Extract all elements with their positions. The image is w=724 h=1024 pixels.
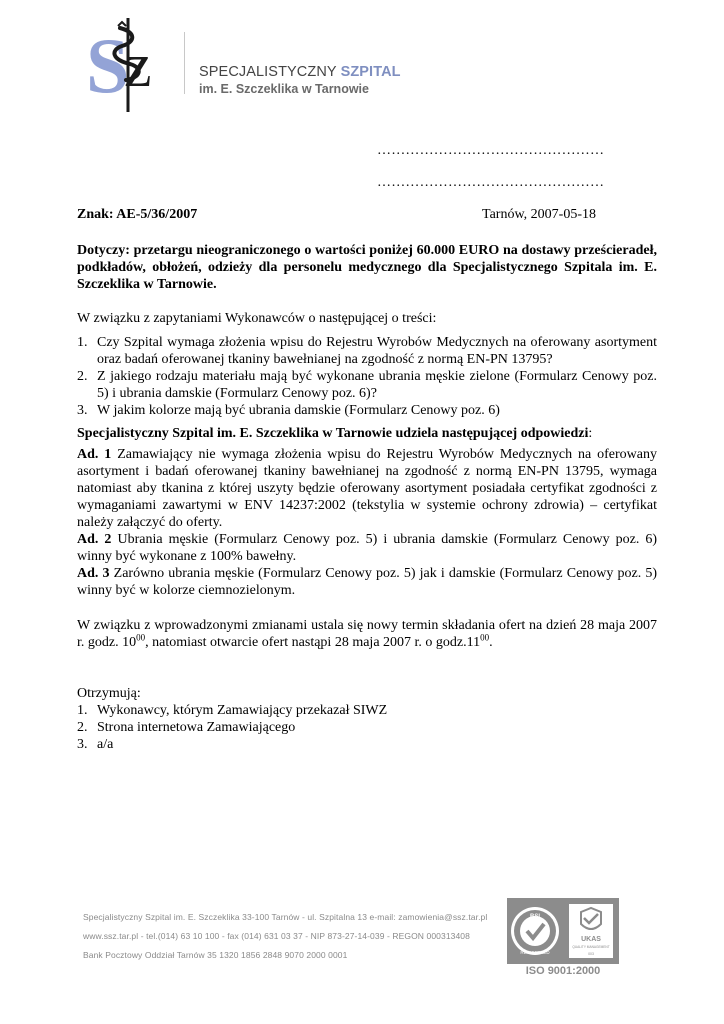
footer-line-2: www.ssz.tar.pl - tel.(014) 63 10 100 - fax (014) 631 03 37 - NIP 873-27-14-039 - REGON 000313408 [83, 931, 470, 941]
answer-heading: Specjalistyczny Szpital im. E. Szczeklika w Tarnowie udziela następującej odpowiedzi: [77, 426, 593, 441]
footer-line-1: Specjalistyczny Szpital im. E. Szczeklika 33-100 Tarnów - ul. Szpitalna 13 e-mail: zamowienia@ssz.tar.pl [83, 912, 488, 922]
questions-list [77, 334, 657, 419]
deadline-paragraph: W związku z wprowadzonymi zmianami ustala się nowy termin składania ofert na dzień 28 maja 2007 r. godz. $10^{00}$, natomiast otwarcie ofert nastąpi 28 maja 2007 r. o $godz.11^{00}$. [77, 618, 657, 650]
hospital-subtitle: im. E. Szczeklika w Tarnowie [199, 82, 369, 96]
hospital-logo [84, 14, 194, 114]
bsi-label: BSI [529, 914, 541, 920]
answer-1: Ad. 1 Zamawiający nie wymaga złożenia wpisu do Rejestru Wyrobów Medycznych na oferowany asortyment i badań oferowanej tkaniny bawełnianej na zgodność z normą EN-PN 13795, wymaga natomiast aby tkanina z której uszyty będzie oferowany asortyment posiadała certyfikat zgodności z wymaganiami zawartymi w ENV 14237:2002 (tekstylia w systemie ochrony zdrowia) – certyfikat należy załączyć do oferty. [77, 447, 657, 530]
subject: Dotyczy: przetargu nieograniczonego o wartości poniżej 60.000 EURO na dostawy prześcieradeł, podkładów, obłożeń, odzieży dla personelu medycznego dla Specjalistycznego Szpitala im. E. Szczeklika w Tarnowie. [77, 243, 657, 292]
iso-certification-badge [507, 898, 619, 976]
ukas-number: 003 [588, 952, 594, 956]
ukas-label: UKAS [581, 936, 601, 943]
reference-sign: Znak: AE-5/36/2007 [77, 207, 198, 222]
registered-label: REGISTERED [520, 950, 550, 955]
answer-2: Ad. 2 Ubrania męskie (Formularz Cenowy poz. 5) i ubrania damskie (Formularz Cenowy poz. 6) winny być wykonane z 100% bawełny. [77, 532, 657, 564]
list-item: 2. Z jakiego rodzaju materiału mają być wykonane ubrania męskie zielone (Formularz Cenowy poz. 5) i ubrania damskie (Formularz Cenowy poz. 6)? [77, 369, 657, 401]
sign-date-row [77, 206, 657, 223]
distribution-block [77, 685, 657, 753]
recipient-line-2: ………………………………………… [377, 175, 605, 190]
distribution-heading: Otrzymują: [77, 686, 141, 701]
hospital-name-plain: SPECJALISTYCZNY [199, 64, 337, 80]
list-item: 1. Wykonawcy, którym Zamawiający przekazał SIWZ [77, 703, 388, 718]
answer-3: Ad. 3 Zarówno ubrania męskie (Formularz Cenowy poz. 5) jak i damskie (Formularz Cenowy poz. 5) winny być w kolorze ciemnozielonym. [77, 566, 658, 598]
ukas-mark-icon [569, 904, 613, 958]
place-date: Tarnów, 2007-05-18 [482, 207, 596, 222]
logo-letter-z: z [124, 32, 152, 100]
recipient-line-1: ………………………………………… [377, 143, 605, 158]
ukas-sub-label: QUALITY MANAGEMENT [572, 945, 610, 949]
iso-label: ISO 9001:2000 [525, 965, 601, 976]
question-text: Czy Szpital wymaga złożenia wpisu do Rejestru Wyrobów Medycznych na oferowany asortyment oraz badań oferowanej tkaniny bawełnianej na zgodność z normą EN-PN 13795? [97, 335, 657, 367]
question-text: W jakim kolorze mają być ubrania damskie (Formularz Cenowy poz. 6) [97, 403, 500, 418]
footer-line-3: Bank Pocztowy Oddział Tarnów 35 1320 1856 2848 9070 2000 0001 [83, 950, 348, 960]
list-item: 2. Strona internetowa Zamawiającego [77, 720, 296, 735]
logo-letter-s-large: S [86, 22, 130, 109]
list-item: 3. a/a [77, 737, 114, 752]
question-text: Z jakiego rodzaju materiału mają być wykonane ubrania męskie zielone (Formularz Cenowy poz. 5) i ubrania damskie (Formularz Cenowy poz. 6)? [97, 369, 657, 401]
answers-block [77, 446, 657, 599]
list-item: 1. Czy Szpital wymaga złożenia wpisu do Rejestru Wyrobów Medycznych na oferowany asortyment oraz badań oferowanej tkaniny bawełnianej na zgodność z normą EN-PN 13795? [77, 335, 657, 367]
hospital-name-accent: SZPITAL [340, 64, 401, 80]
hospital-name [199, 64, 401, 80]
logo-divider [184, 32, 185, 94]
list-item: 3. W jakim kolorze mają być ubrania damskie (Formularz Cenowy poz. 6) [77, 403, 500, 418]
intro-text: W związku z zapytaniami Wykonawców o następującej o treści: [77, 311, 437, 326]
